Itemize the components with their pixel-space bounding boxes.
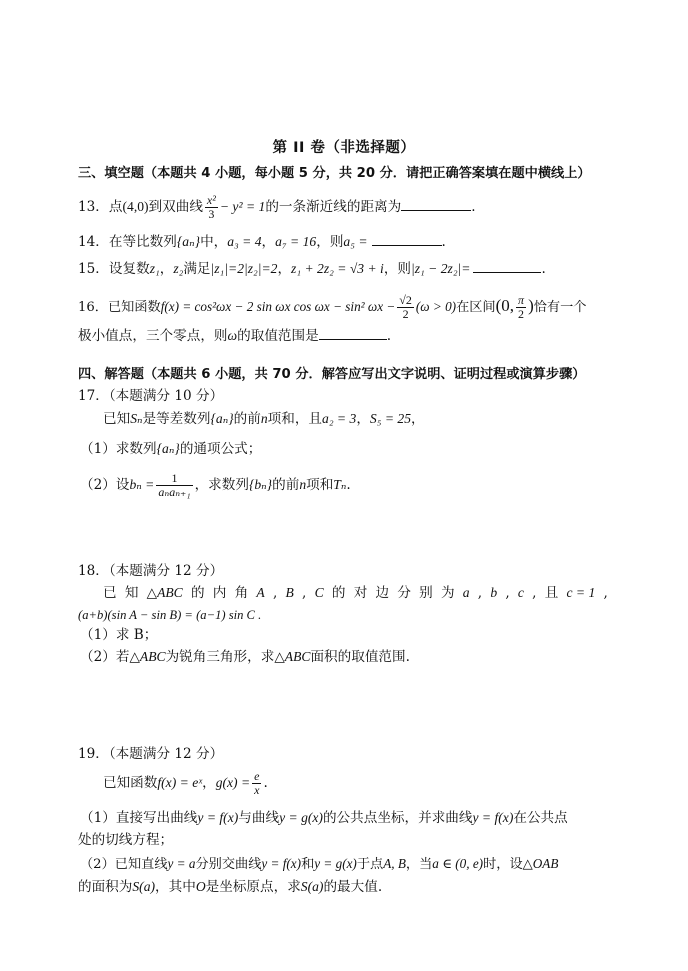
q19-p2-l2a: 的面积为 (78, 879, 133, 895)
q18-line1-token: 已 (103, 585, 117, 601)
q17-fraction (156, 472, 192, 499)
q15-cond2: z₁ + 2z₂ = √3 + i (291, 261, 384, 276)
q18-line1-token: b (490, 585, 498, 600)
q18-line1-token: A (256, 585, 265, 600)
q18-p2b: △ABC (129, 649, 166, 664)
q19-p2-l2b: ，其中 (155, 879, 196, 895)
q19-p2f: 时，设 (483, 857, 523, 872)
q13-fraction (205, 194, 218, 221)
q18-part1: （1）求 B； (80, 627, 158, 643)
q17-part1 (80, 440, 261, 458)
q18-line1-token: 为 (440, 585, 455, 601)
q13-post: 的一条渐近线的距离为 (265, 199, 402, 215)
q18-line1-token: , (532, 585, 537, 601)
q16-omega: ω (227, 328, 238, 343)
q16-interval-right: ) (528, 296, 534, 315)
q16-text1: 已知函数 (107, 300, 161, 315)
q17-stem-d: 项和，且 (267, 411, 323, 427)
q17-sn: Sₙ (130, 411, 143, 426)
q19-part1-line2: 处的切线方程； (78, 832, 174, 848)
q16-func: f(x) = cos²ωx − 2 sin ωx cos ωx − sin² ωx − (160, 299, 396, 314)
part-title: 第 II 卷（非选择题） (272, 140, 416, 156)
q17-p2d: {bₙ} (248, 477, 273, 492)
q19-p2-ab: A, B (383, 856, 406, 871)
q15-text2: 满足 (183, 261, 211, 277)
question-15: 15．设复数z₁，z₂满足|z₁|=2|z₂|=2，z₁ + 2z₂ = √3 + i，则|z₁ − 2z₂|= . (78, 261, 546, 277)
q19-p2c: 和 (301, 857, 315, 872)
q17-n: n (260, 411, 268, 426)
q15-expr: |z₁ − 2z₂|= (411, 261, 471, 276)
q15-sep: ， (159, 261, 174, 277)
q14-sep: ， (261, 234, 276, 250)
q17-p1c: 的通项公式； (179, 441, 262, 457)
q18-p2e: 面积的取值范围. (310, 649, 410, 665)
q17-an: {aₙ} (210, 411, 234, 426)
q19-p2-cond: a ∈ (0, e) (432, 856, 484, 871)
q19-p2-l2d: 的最大值. (323, 879, 383, 895)
section4-header: 四、解答题（本题共 6 小题，共 70 分．解答应写出文字说明、证明过程或演算步骤） (78, 367, 586, 382)
q18-line1-token: 对 (353, 585, 368, 601)
q19-p2a: （2）已知直线 (80, 857, 168, 872)
q19-p1-g: y = g(x) (279, 810, 323, 825)
q19-fraction (252, 770, 261, 797)
q14-a7: a₇ = 16 (275, 234, 317, 249)
q18-line1-token: 别 (419, 585, 433, 601)
q15-cond1: |z₁|=2|z₂|=2 (210, 261, 278, 276)
q19-sep: ， (202, 775, 216, 791)
q18-line1-token: 内 (212, 585, 227, 601)
q19-p2-l2c: 是坐标原点，求 (205, 879, 301, 895)
q17-p2h: Tₙ (333, 477, 347, 492)
q18-line1-token: a (462, 585, 470, 600)
q13-pre: 点 (108, 199, 123, 215)
q18-line1-token: , (505, 585, 510, 601)
q18-p2a: （2）若 (80, 649, 130, 665)
q16-interval-fraction (516, 294, 526, 321)
q14-a5: a₅ = (343, 234, 368, 249)
q13-point: (4,0) (122, 199, 149, 214)
question-16-line2: 极小值点，三个零点，则ω的取值范围是 . (78, 328, 392, 344)
question-13: 13．点(4,0)到双曲线 $\frac{\text{x²}}{3}$ − y² = 1的一条渐近线的距离为 . (78, 193, 476, 221)
q17-stem-a: 已知 (103, 411, 131, 427)
q17-s5: S₅ = 25 (369, 411, 411, 426)
q17-p2a: （2）设 (80, 477, 130, 493)
q17-sep: ， (356, 411, 370, 427)
q19-f: f(x) = eˣ (157, 775, 203, 790)
q18-line1-token: C (314, 585, 324, 600)
q13-frac-den: 3 (208, 207, 215, 221)
q19-part1-line1 (80, 809, 568, 827)
q16-cond: (ω > 0) (415, 299, 457, 314)
q13-eq: − y² = 1 (219, 199, 266, 214)
q19-stem-a: 已知函数 (103, 775, 158, 791)
q17-end: ， (411, 411, 425, 427)
q17-frac-num: 1 (156, 472, 192, 486)
q19-p1a: （1）直接写出曲线 (80, 810, 198, 826)
q17-part2 (80, 472, 351, 499)
q19-p2-ya: y = a (167, 856, 196, 871)
q16-interval-num: π (518, 293, 525, 307)
q19-frac-num: e (254, 769, 260, 783)
q15-text1: 设复数 (108, 261, 150, 277)
q17-p2g: 项和 (306, 477, 334, 493)
q18-line1-token: 的 (190, 585, 205, 601)
q18-line1-token: B (285, 585, 294, 600)
q18-title: 18．（本题满分 12 分） (78, 563, 224, 579)
q18-line1-token: c (517, 585, 524, 600)
q17-p2b: bₙ = (129, 477, 155, 492)
q19-p2e: ，当 (405, 857, 433, 872)
q19-p2-f: y = f(x) (261, 856, 302, 871)
q16-frac-den: 2 (402, 307, 409, 321)
q16-line2b: 的取值范围是 (237, 328, 319, 344)
q14-a3: a₃ = 4 (227, 234, 262, 249)
question-14: 14．在等比数列{aₙ}中，a₃ = 4，a₇ = 16，则a₅ = . (78, 234, 446, 250)
q18-line1-token: , (272, 585, 278, 601)
q13-answer-blank[interactable] (401, 197, 471, 211)
q17-p2e: 的前 (272, 477, 300, 493)
q17-stem-b: 是等差数列 (142, 411, 211, 427)
q17-a2: a₂ = 3 (322, 411, 357, 426)
q19-p2-sa2: S(a) (300, 879, 324, 894)
question-16 (78, 294, 586, 321)
q19-p2-g: y = g(x) (314, 856, 357, 871)
q17-p1b: {aₙ} (156, 441, 180, 456)
q15-z2: z₂ (173, 261, 184, 276)
q18-line1-token: △ABC (146, 585, 183, 600)
q19-p1b: 与曲线 (238, 810, 280, 826)
q17-stem (103, 410, 425, 428)
q17-stem-c: 的前 (233, 411, 261, 427)
q19-p2-oab: △OAB (522, 856, 559, 871)
q19-frac-den: x (254, 783, 260, 797)
q17-p2i: . (346, 477, 351, 493)
q19-p1-f2: y = f(x) (472, 810, 514, 825)
q18-line1-token: 分 (397, 585, 411, 601)
q18-line1-token: 知 (124, 585, 139, 601)
q14-answer-blank[interactable] (372, 232, 442, 246)
q19-part2-line1 (80, 855, 558, 874)
q19-p2b: 分别交曲线 (195, 857, 262, 872)
q14-text2: 中， (200, 234, 228, 250)
q16-answer-blank[interactable] (319, 326, 387, 340)
q18-line1-token: 边 (375, 585, 390, 601)
q13-frac-num: x² (206, 193, 216, 207)
q19-end: . (263, 775, 268, 791)
q18-line1-token: , (477, 585, 483, 601)
q16-interval-left: (0, (495, 296, 515, 315)
q18-part2 (80, 648, 410, 666)
q16-fraction (397, 294, 414, 321)
q14-seq: {aₙ} (176, 234, 201, 249)
section3-header: 三、填空题（本题共 4 小题，每小题 5 分，共 20 分．请把正确答案填在题中横线上） (78, 166, 591, 181)
q18-line1-token: 角 (234, 585, 249, 601)
q19-title: 19．（本题满分 12 分） (78, 746, 224, 762)
q17-frac-den: aₙaₙ₊₁ (158, 485, 191, 499)
q18-line1-token: , (603, 585, 608, 601)
q19-p1d: 在公共点 (513, 810, 568, 826)
q18-line2: (a+b)(sin A − sin B) = (a−1) sin C . (78, 608, 262, 622)
q16-text2: 在区间 (456, 300, 496, 315)
q16-interval-den: 2 (518, 307, 525, 321)
q16-line2: 极小值点，三个零点，则 (78, 328, 228, 344)
q18-line1-token: , (302, 585, 307, 601)
q19-p1-f: y = f(x) (197, 810, 239, 825)
q14-text3: ，则 (316, 234, 344, 250)
q16-text3: 恰有一个 (533, 300, 587, 315)
q19-p2d: 于点 (356, 857, 384, 872)
q18-p2c: 为锐角三角形，求 (165, 649, 275, 665)
q18-stem-line1 (103, 584, 608, 602)
q15-sep2: ， (277, 261, 292, 277)
q19-g: g(x) = (215, 775, 251, 790)
q19-p2-o: O (195, 879, 206, 894)
q18-line1-token: 的 (331, 585, 346, 601)
q15-z1: z₁ (149, 261, 160, 276)
q19-p2-sa: S(a) (132, 879, 156, 894)
q13-number: 13． (78, 199, 109, 215)
q13-mid: 到双曲线 (148, 199, 203, 215)
q15-answer-blank[interactable] (473, 259, 541, 273)
q18-line1-token: 且 (544, 585, 559, 601)
q16-frac-num: √2 (399, 293, 412, 307)
q18-p2d: △ABC (274, 649, 311, 664)
q16-number: 16． (78, 300, 108, 315)
q14-number: 14． (78, 234, 109, 250)
q14-text1: 在等比数列 (108, 234, 177, 250)
q17-p1a: （1）求数列 (80, 441, 157, 457)
q17-title: 17．（本题满分 10 分） (78, 388, 224, 404)
q15-number: 15． (78, 261, 109, 277)
q19-p1c: 的公共点坐标，并求曲线 (322, 810, 473, 826)
q17-p2f: n (299, 477, 307, 492)
q17-p2c: ，求数列 (194, 477, 249, 493)
q18-line1-token: c = 1 (566, 585, 596, 600)
q19-part2-line2 (78, 878, 382, 896)
q15-text3: ，则 (383, 261, 412, 277)
q18-stem-line2 (78, 606, 261, 624)
q19-stem (103, 770, 268, 797)
